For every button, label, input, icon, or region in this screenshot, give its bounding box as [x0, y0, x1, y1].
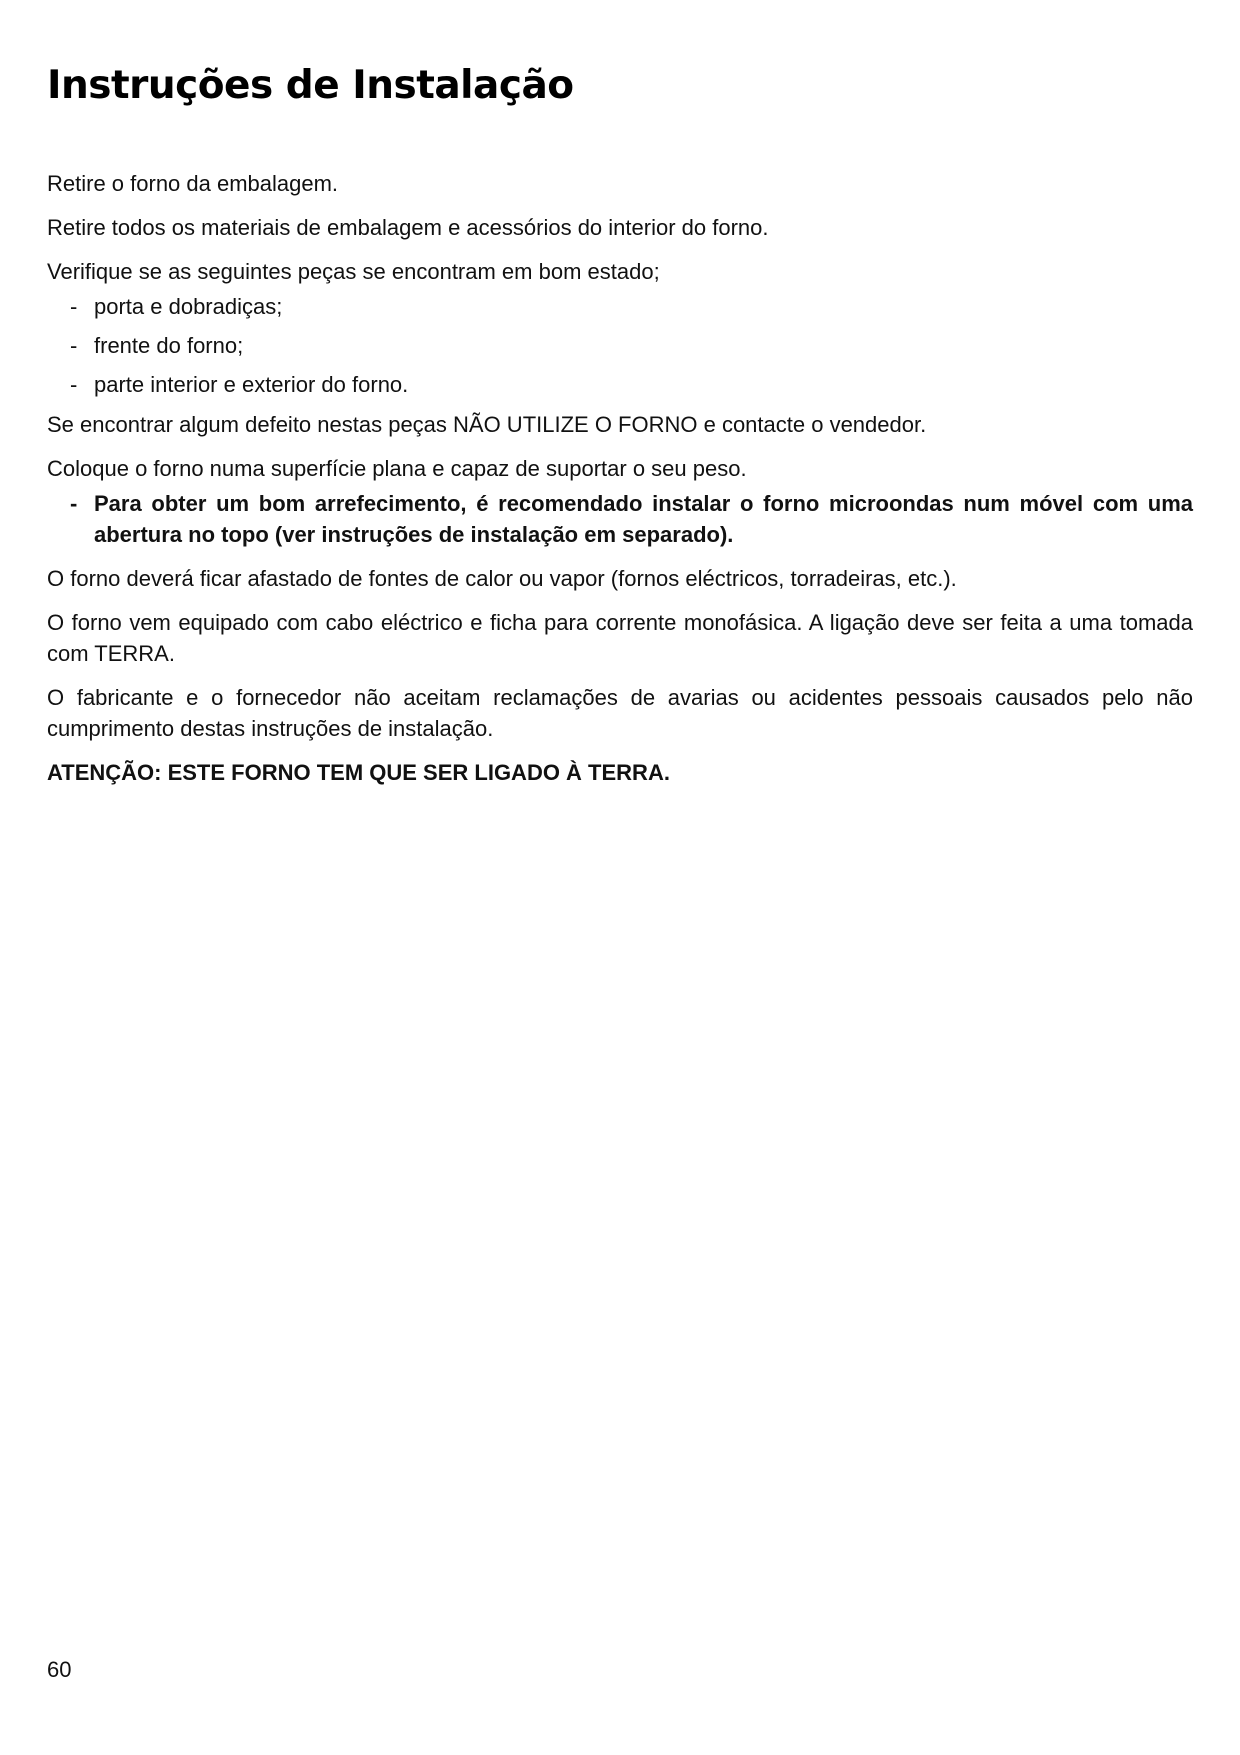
- list-item-text: frente do forno;: [94, 333, 244, 358]
- page-number: 60: [47, 1657, 72, 1682]
- paragraph-liability: O fabricante e o fornecedor não aceitam reclamações de avarias ou acidentes pessoais causados pelo não cumprimento destas instruções de instalação.: [47, 685, 1193, 741]
- list-item: [47, 291, 1193, 322]
- list-item-text: porta e dobradiças;: [94, 294, 283, 319]
- cooling-note: Para obter um bom arrefecimento, é recomendado instalar o forno microondas num móvel com uma abertura no topo (ver instruções de instalação em separado).: [94, 491, 1193, 547]
- list-item: [47, 330, 1193, 361]
- paragraph-remove-materials: Retire todos os materiais de embalagem e acessórios do interior do forno.: [47, 215, 769, 240]
- page-title: Instruções de Instalação: [47, 63, 574, 108]
- paragraph-power-cable: O forno vem equipado com cabo eléctrico e ficha para corrente monofásica. A ligação deve ser feita a uma tomada com TERRA.: [47, 610, 1193, 666]
- cooling-list: [47, 488, 1193, 550]
- list-bullet: -: [70, 491, 78, 516]
- paragraph-heat-sources: O forno deverá ficar afastado de fontes de calor ou vapor (fornos eléctricos, torradeiras, etc.).: [47, 566, 957, 591]
- parts-list: [47, 291, 1193, 400]
- list-bullet: -: [70, 372, 78, 397]
- list-bullet: -: [70, 333, 78, 358]
- document-body: [47, 168, 1193, 801]
- paragraph-unpack: Retire o forno da embalagem.: [47, 171, 339, 196]
- list-item-cooling: [47, 488, 1193, 550]
- list-item: [47, 369, 1193, 400]
- grounding-warning: ATENÇÃO: ESTE FORNO TEM QUE SER LIGADO À TERRA.: [47, 760, 670, 785]
- paragraph-placement: Coloque o forno numa superfície plana e capaz de suportar o seu peso.: [47, 456, 747, 481]
- paragraph-check-parts: Verifique se as seguintes peças se encontram em bom estado;: [47, 259, 660, 284]
- list-bullet: -: [70, 294, 78, 319]
- paragraph-defect-warning: Se encontrar algum defeito nestas peças NÃO UTILIZE O FORNO e contacte o vendedor.: [47, 412, 927, 437]
- list-item-text: parte interior e exterior do forno.: [94, 372, 409, 397]
